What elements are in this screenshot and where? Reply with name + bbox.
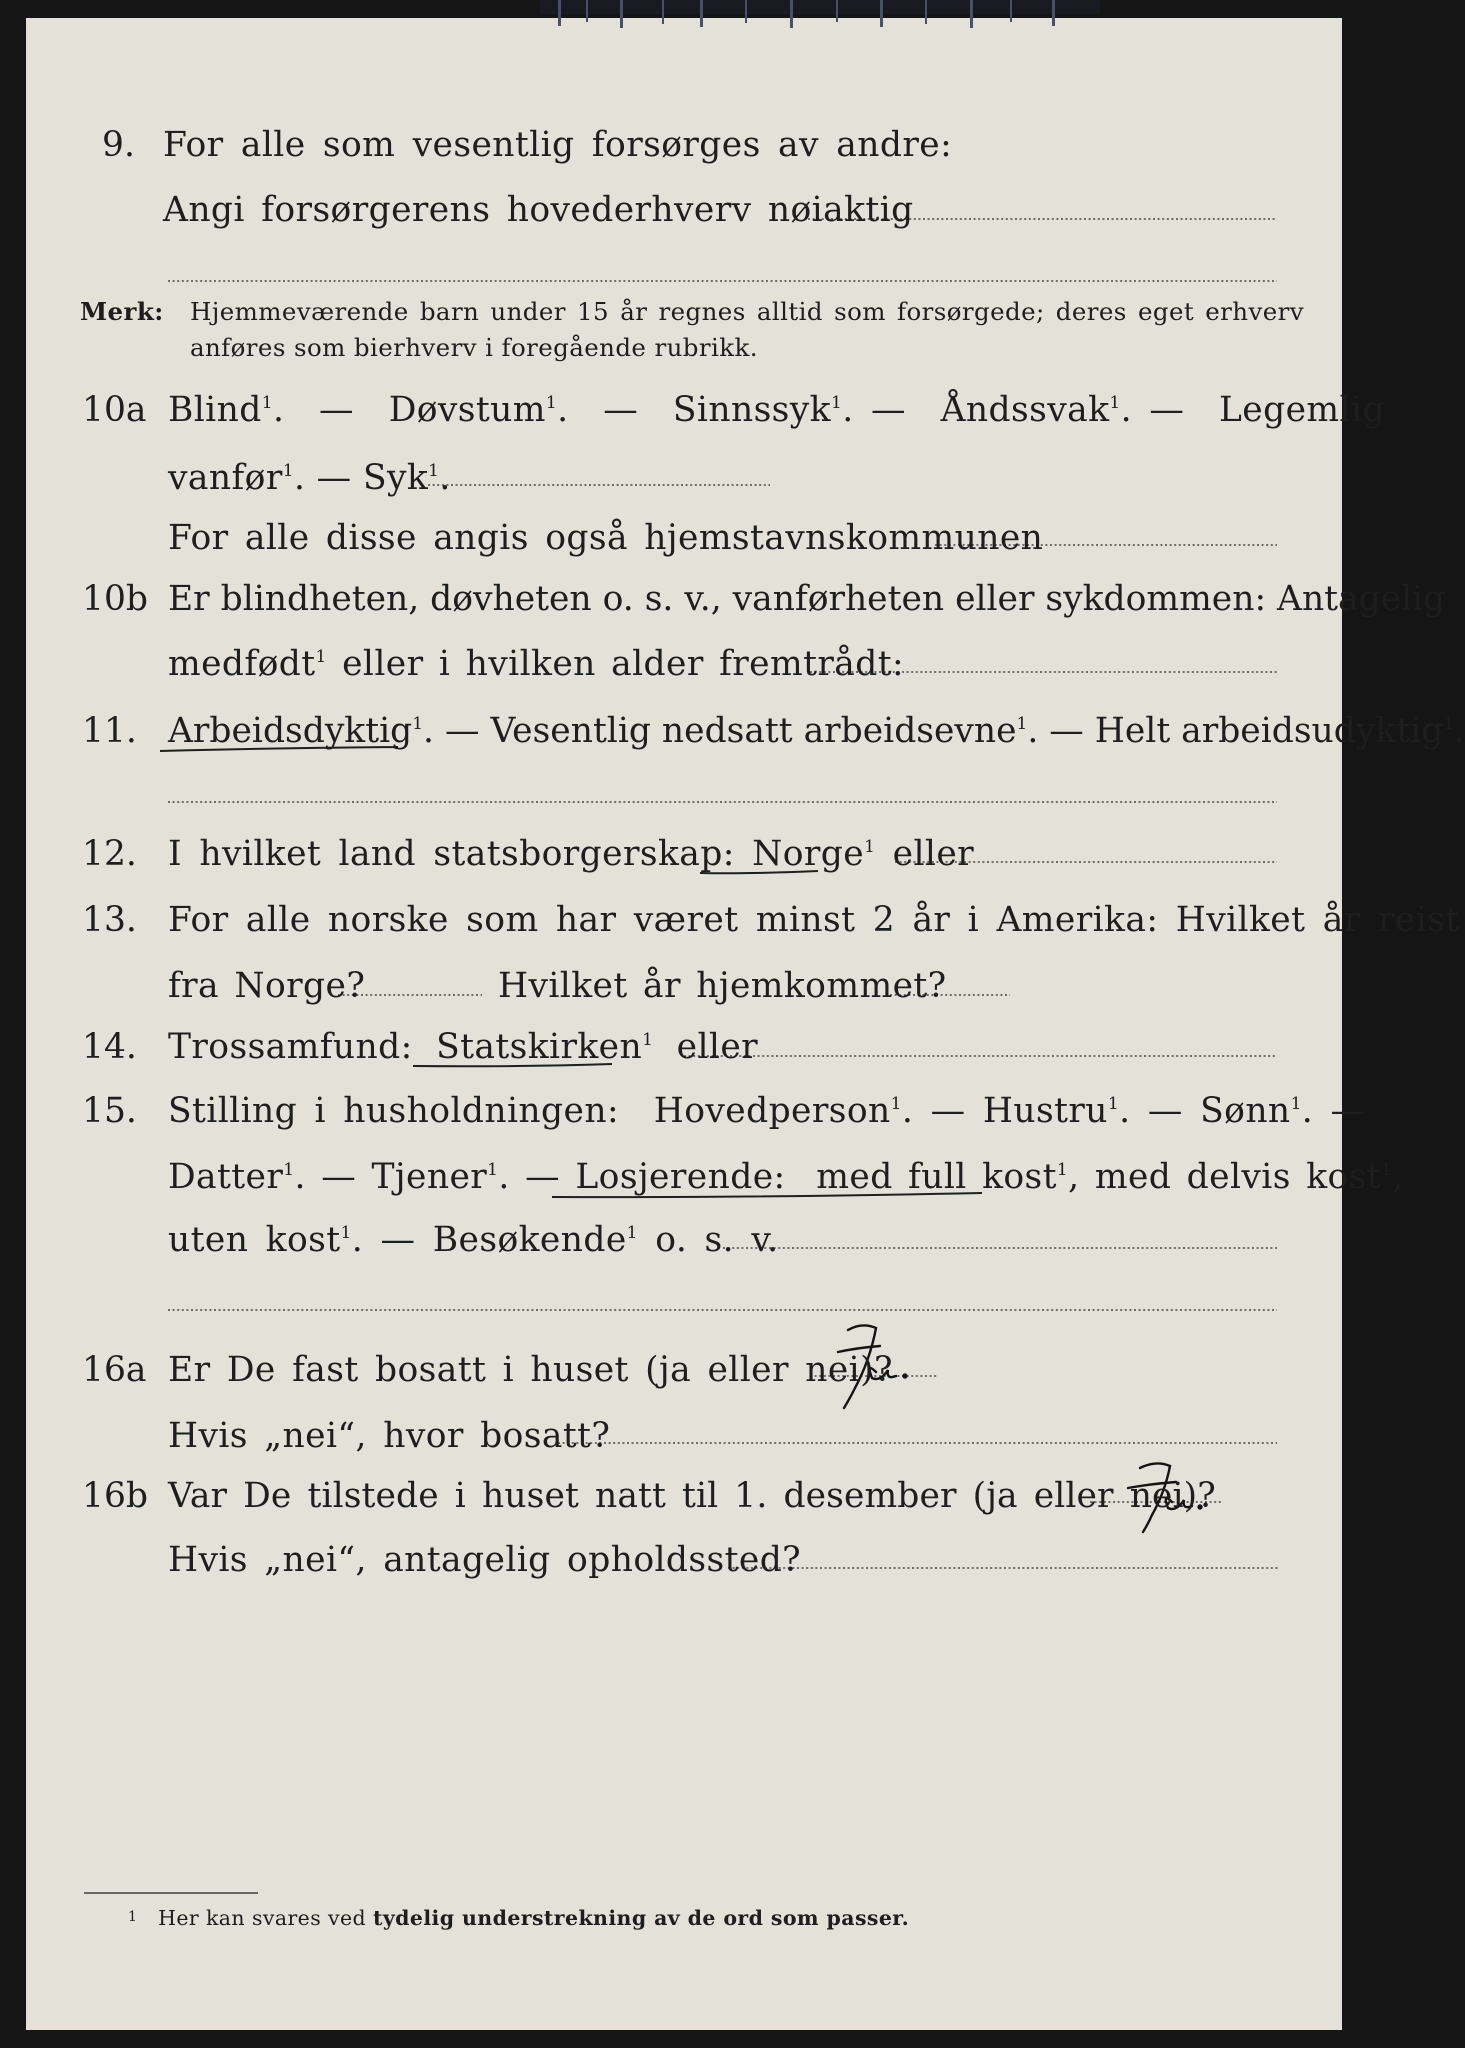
footnote-ref: 1	[1016, 714, 1028, 734]
option-besokende: Besøkende	[432, 1220, 627, 1260]
footnote-ref: 1	[283, 1160, 295, 1180]
footnote-ref: 1	[261, 393, 273, 413]
q10a-line3: For alle disse angis også hjemstavnskommunen	[168, 518, 1044, 558]
q12-text: I hvilket land statsborgerskap:	[168, 834, 735, 874]
q15-line3: uten kost$^1$. — Besøkende$^1$ o. s. v.	[168, 1220, 779, 1260]
footnote-ref: 1	[1056, 1160, 1069, 1180]
q14-number: 14.	[82, 1027, 137, 1067]
q10a-line2: vanfør$^1$. — Syk$^1$.	[168, 458, 451, 498]
q14-line1	[168, 1027, 758, 1067]
option-arbeidsdyktig: Arbeidsdyktig	[168, 711, 413, 751]
option-med-full-kost: med full kost	[816, 1157, 1057, 1197]
option-hustru: Hustru	[982, 1091, 1108, 1131]
option-medfodt: medfødt	[168, 644, 316, 684]
option-syk: Syk	[362, 458, 429, 498]
option-sinnssyk: Sinnssyk	[672, 390, 831, 430]
option-hovedperson: Hovedperson	[653, 1091, 891, 1131]
q10b-line2-rest: eller i hvilken alder fremtrådt:	[326, 644, 904, 684]
q15-line2: Datter$^1$. — Tjener$^1$. — Losjerende: med full kost$^1$, med delvis kost$^1$,	[168, 1157, 1404, 1197]
option-uten-kost: uten kost	[168, 1220, 341, 1260]
footnote-ref: 1	[545, 393, 558, 413]
note-label: Merk:	[80, 297, 164, 326]
q13-fra-norge: fra Norge?	[168, 966, 366, 1006]
footnote-ref: 1	[890, 1094, 902, 1114]
option-losjerende: Losjerende:	[575, 1157, 786, 1197]
option-sonn: Sønn	[1200, 1091, 1291, 1131]
footnote-ref: 1	[1443, 714, 1455, 734]
q16b-number: 16b	[82, 1476, 148, 1516]
q12-line1	[168, 834, 974, 874]
option-statskirken: Statskirken	[436, 1027, 643, 1067]
q16a-number: 16a	[82, 1350, 147, 1390]
q10b-line1: Er blindheten, døvheten o. s. v., vanførheten eller sykdommen: Antagelig	[168, 579, 1446, 619]
q13-line1: For alle norske som har været minst 2 år i Amerika: Hvilket år reist	[168, 900, 1460, 940]
q15-number: 15.	[82, 1091, 137, 1131]
footnote-mark: 1	[128, 1909, 138, 1925]
q15-stilling: Stilling i husholdningen:	[168, 1091, 619, 1131]
q16b-line2: Hvis „nei“, antagelig opholdssted?	[168, 1540, 802, 1580]
q13-line2	[168, 966, 365, 1006]
note-line2: anføres som bierhverv i foregående rubrikk.	[190, 333, 758, 362]
q15-line1: Stilling i husholdningen: Hovedperson$^1$. — Hustru$^1$. — Sønn$^1$. —	[168, 1091, 1366, 1131]
q13-number: 13.	[82, 900, 137, 940]
q14-eller: eller	[676, 1027, 759, 1067]
footnote-ref: 1	[412, 714, 424, 734]
option-tjener: Tjener	[371, 1157, 488, 1197]
q12-number: 12.	[82, 834, 137, 874]
footnote-ref: 1	[1109, 393, 1121, 413]
q16b-line1: Var De tilstede i huset natt til 1. desember (ja eller nei)?	[168, 1476, 1216, 1516]
q11-number: 11.	[82, 711, 137, 751]
q9-number: 9.	[102, 125, 135, 165]
q13-hjemkommet: Hvilket år hjemkommet?	[498, 966, 947, 1006]
footnote-ref: 1	[315, 647, 327, 667]
q12-eller: eller	[892, 834, 975, 874]
footnote-ref: 1	[864, 837, 876, 857]
footnote-text-bold: tydelig understrekning av de ord som passer.	[373, 1906, 910, 1930]
footnote-ref: 1	[487, 1160, 499, 1180]
option-norge: Norge	[752, 834, 865, 874]
option-legemlig: Legemlig	[1218, 390, 1385, 430]
q9-line1: For alle som vesentlig forsørges av andre:	[163, 125, 953, 165]
option-blind: Blind	[168, 390, 262, 430]
footnote-ref: 1	[340, 1223, 352, 1243]
q16a-line1: Er De fast bosatt i huset (ja eller nei)?	[168, 1350, 893, 1390]
footnote-text: Her kan svares ved	[158, 1906, 373, 1930]
option-vanfor: vanfør	[168, 458, 283, 498]
footnote-ref: 1	[282, 461, 294, 481]
q10a-number: 10a	[82, 390, 147, 430]
q9-line2: Angi forsørgerens hovederhverv nøiaktig	[163, 190, 914, 230]
footnote-ref: 1	[1290, 1094, 1302, 1114]
q16a-line2: Hvis „nei“, hvor bosatt?	[168, 1416, 611, 1456]
option-andssvak: Åndssvak	[940, 390, 1110, 430]
footnote	[128, 1904, 909, 1931]
option-med-delvis-kost: med delvis kost	[1094, 1157, 1382, 1197]
footnote-ref: 1	[428, 461, 440, 481]
footnote-ref: 1	[831, 393, 843, 413]
option-dovstum: Døvstum	[388, 390, 546, 430]
q11-line1: Arbeidsdyktig$^1$. — Vesentlig nedsatt arbeidsevne$^1$. — Helt arbeidsudyktig$^1$.	[168, 711, 1465, 751]
footnote-ref: 1	[626, 1223, 638, 1243]
q15-osv: o. s. v.	[655, 1220, 779, 1260]
q10b-line2	[168, 644, 904, 684]
option-nedsatt-arbeidsevne: Vesentlig nedsatt arbeidsevne	[490, 711, 1017, 751]
q10a-line1: Blind$^1$. — Døvstum$^1$. — Sinnssyk$^1$. — Åndssvak$^1$. — Legemlig	[168, 390, 1385, 430]
option-datter: Datter	[168, 1157, 284, 1197]
footnote-ref: 1	[642, 1030, 654, 1050]
q10b-number: 10b	[82, 579, 148, 619]
q14-text: Trossamfund:	[168, 1027, 413, 1067]
note-line1: Hjemmeværende barn under 15 år regnes alltid som forsørgede; deres eget erhverv	[190, 297, 1304, 326]
footnote-ref: 1	[1107, 1094, 1120, 1114]
footnote-ref: 1	[1381, 1160, 1393, 1180]
option-arbeidsudyktig: Helt arbeidsudyktig	[1094, 711, 1444, 751]
